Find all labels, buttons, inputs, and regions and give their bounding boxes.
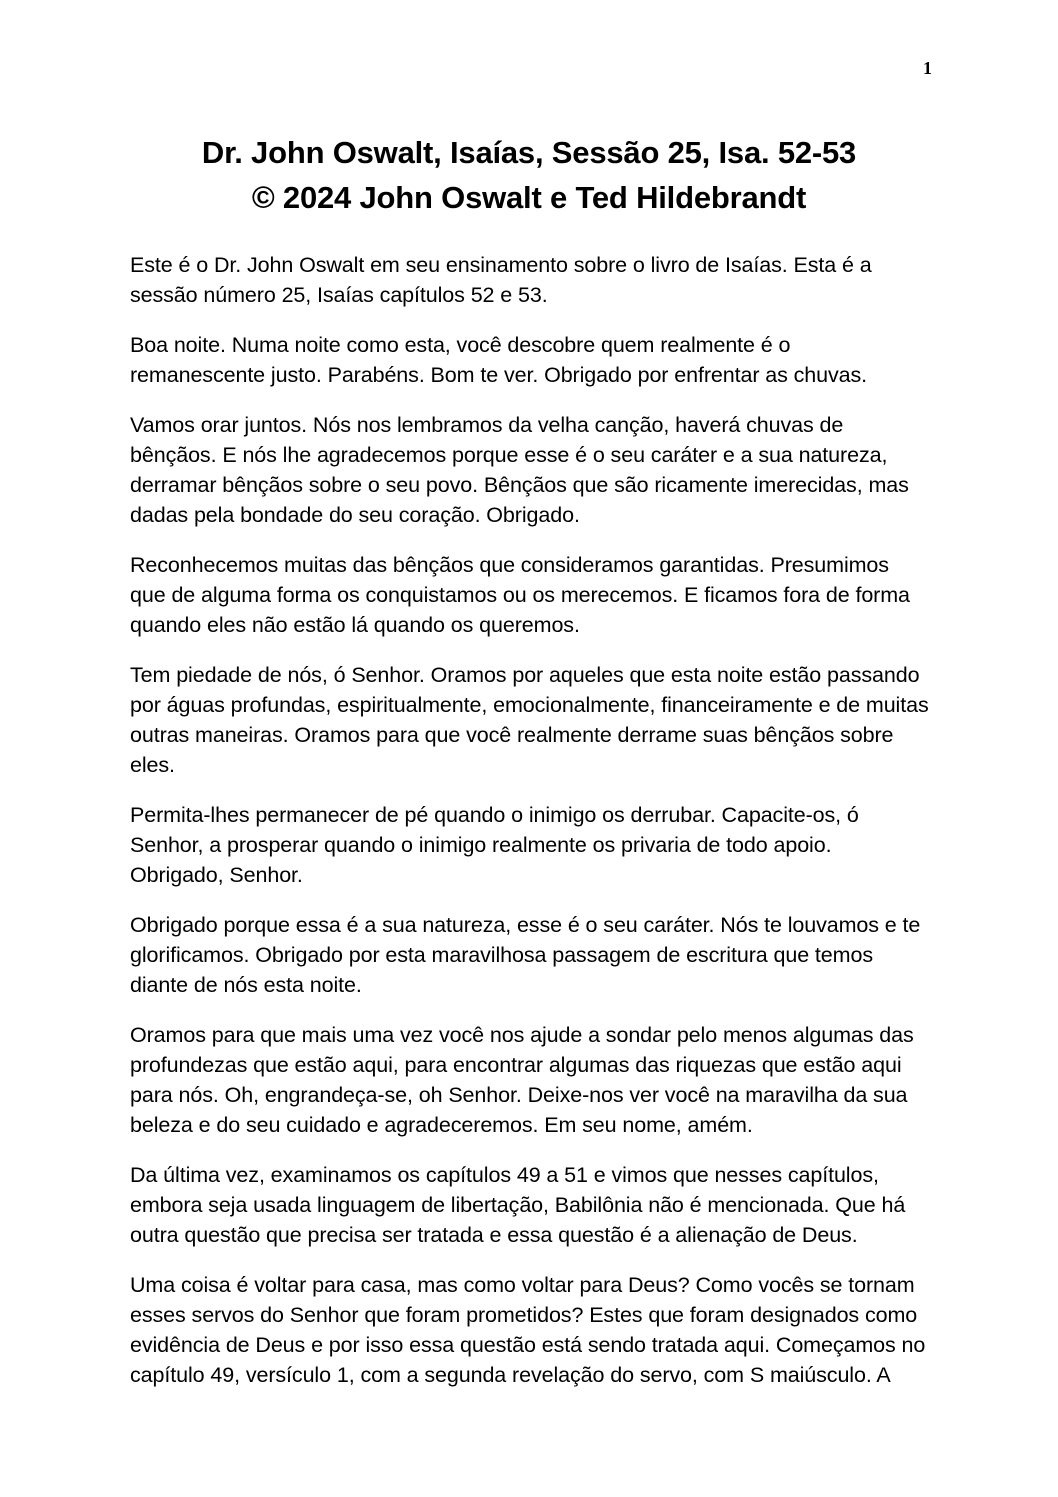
paragraph-recap: Da última vez, examinamos os capítulos 49 a 51 e vimos que nesses capítulos, embora seja usada linguagem de libertação, Babilônia não é mencionada. Que há outra questão que precisa ser tratada e essa questão é a alienação de Deus. xyxy=(130,1163,906,1247)
paragraph-prayer-5: Obrigado porque essa é a sua natureza, esse é o seu caráter. Nós te louvamos e te glorificamos. Obrigado por esta maravilhosa passagem de escritura que temos diante de nós esta noite. xyxy=(130,913,921,997)
title-line-session: Dr. John Oswalt, Isaías, Sessão 25, Isa. 52-53 xyxy=(201,135,857,170)
document-title xyxy=(0,130,1058,220)
paragraph-prayer-1: Vamos orar juntos. Nós nos lembramos da velha canção, haverá chuvas de bênçãos. E nós lhe agradecemos porque esse é o seu caráter e a sua natureza, derramar bênçãos sobre o seu povo. Bênçãos que são ricamente imerecidas, mas dadas pela bondade do seu coração. Obrigado. xyxy=(130,413,909,527)
page-number: 1 xyxy=(923,58,932,78)
paragraph-greeting: Boa noite. Numa noite como esta, você descobre quem realmente é o remanescente justo. Parabéns. Bom te ver. Obrigado por enfrentar as chuvas. xyxy=(130,333,868,387)
document-body xyxy=(130,250,930,1390)
paragraph-prayer-3: Tem piedade de nós, ó Senhor. Oramos por aqueles que esta noite estão passando por águas profundas, espiritualmente, emocionalmente, financeiramente e de muitas outras maneiras. Oramos para que você realmente derrame suas bênçãos sobre eles. xyxy=(130,663,929,777)
paragraph-prayer-2: Reconhecemos muitas das bênçãos que consideramos garantidas. Presumimos que de alguma forma os conquistamos ou os merecemos. E ficamos fora de forma quando eles não estão lá quando os queremos. xyxy=(130,553,910,637)
paragraph-prayer-4: Permita-lhes permanecer de pé quando o inimigo os derrubar. Capacite-os, ó Senhor, a prosperar quando o inimigo realmente os privaria de todo apoio. Obrigado, Senhor. xyxy=(130,803,859,887)
title-line-copyright: © 2024 John Oswalt e Ted Hildebrandt xyxy=(251,180,807,215)
paragraph-lecture-body: Uma coisa é voltar para casa, mas como voltar para Deus? Como vocês se tornam esses servos do Senhor que foram prometidos? Estes que foram designados como evidência de Deus e por isso essa questão está sendo tratada aqui. Começamos no capítulo 49, versículo 1, com a segunda revelação do servo, com S maiúsculo. A xyxy=(130,1273,926,1387)
paragraph-prayer-6: Oramos para que mais uma vez você nos ajude a sondar pelo menos algumas das profundezas que estão aqui, para encontrar algumas das riquezas que estão aqui para nós. Oh, engrandeça-se, oh Senhor. Deixe-nos ver você na maravilha da sua beleza e do seu cuidado e agradeceremos. Em seu nome, amém. xyxy=(130,1023,914,1137)
paragraph-intro: Este é o Dr. John Oswalt em seu ensinamento sobre o livro de Isaías. Esta é a sessão número 25, Isaías capítulos 52 e 53. xyxy=(130,253,872,307)
